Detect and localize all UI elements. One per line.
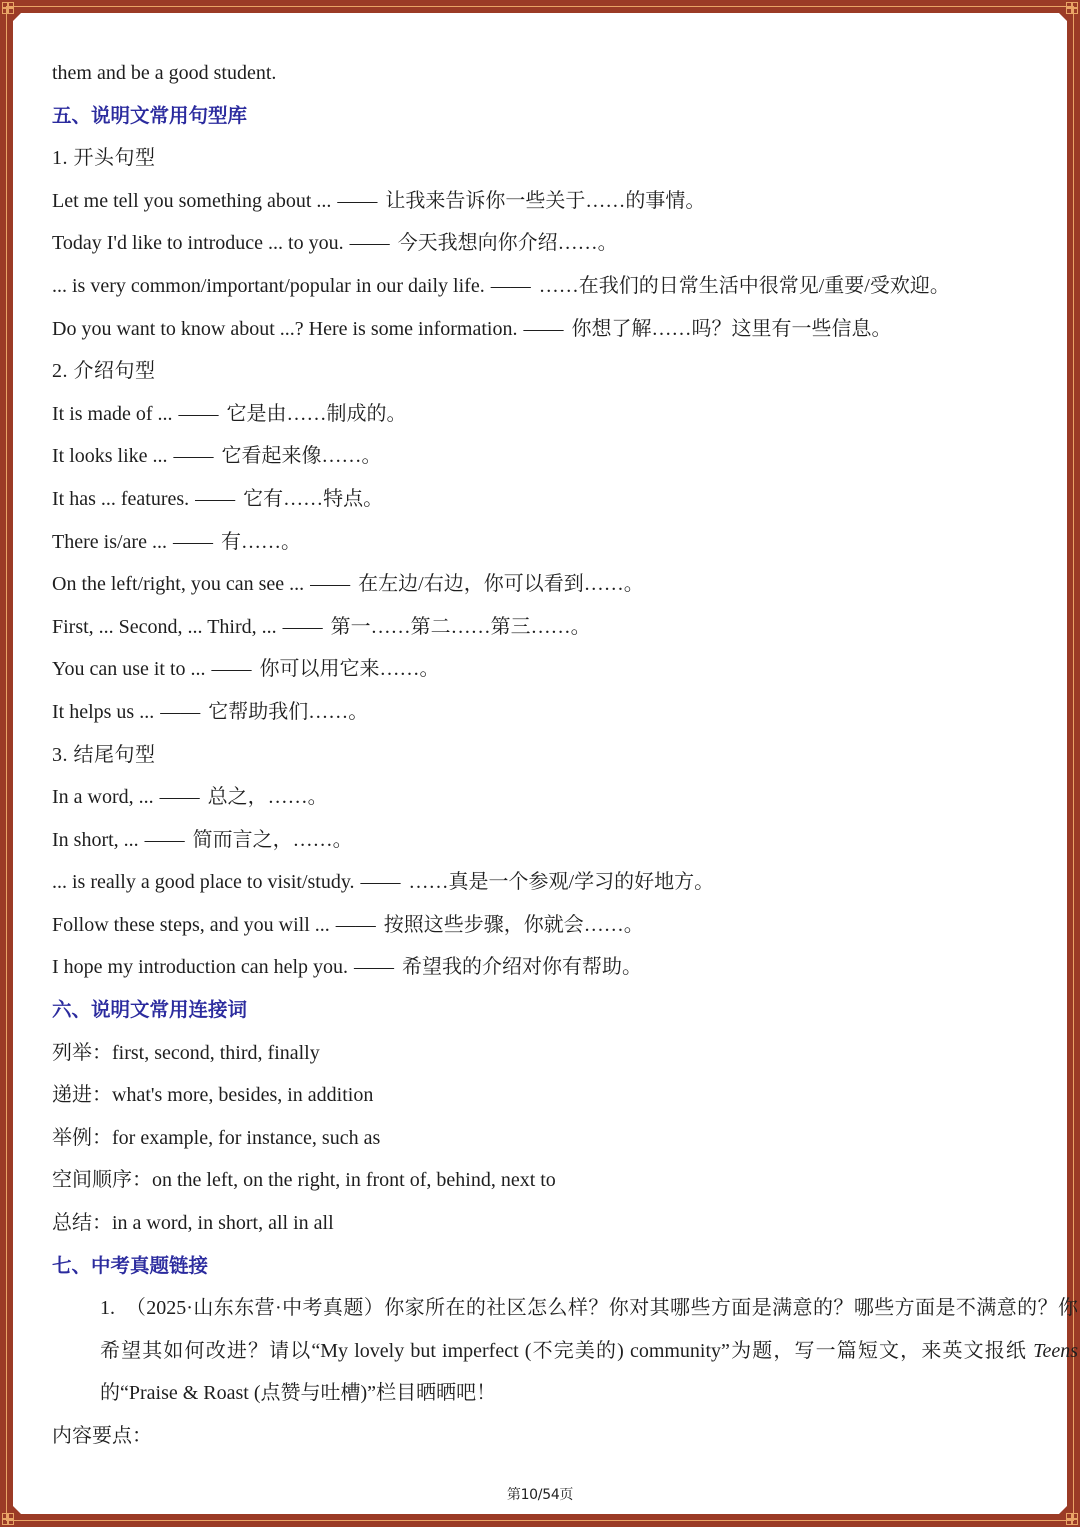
pattern-en: It has ... features. [52, 487, 190, 510]
dash: —— [310, 573, 351, 596]
question-source: （2025·山东东营·中考真题） [125, 1297, 385, 1320]
connector-label: 列举： [52, 1041, 112, 1064]
sentence-pattern [52, 308, 1028, 351]
sentence-pattern [52, 435, 1028, 478]
pattern-en: Let me tell you something about ... [52, 189, 332, 212]
pattern-zh: 它有……特点。 [243, 487, 384, 510]
dash: —— [178, 402, 219, 425]
dash: —— [160, 700, 201, 723]
pattern-zh: 今天我想向你介绍……。 [397, 232, 618, 255]
page-number: 第10/54页 [506, 1487, 574, 1503]
question-number: 1. [100, 1297, 115, 1320]
sentence-pattern [52, 478, 1028, 521]
pattern-zh: 它是由……制成的。 [226, 402, 407, 425]
pattern-en: ... is really a good place to visit/study. [52, 871, 355, 894]
pattern-zh: 按照这些步骤，你就会……。 [383, 913, 644, 936]
pattern-zh: 简而言之，……。 [192, 828, 353, 851]
connector-words: in a word, in short, all in all [112, 1212, 334, 1235]
corner-ornament-icon [2, 1513, 14, 1525]
corner-ornament-icon [1066, 2, 1078, 14]
sentence-pattern [52, 946, 1028, 989]
dash: —— [282, 615, 323, 638]
connector-label: 举例： [52, 1126, 112, 1149]
pattern-en: In a word, ... [52, 786, 154, 809]
sentence-pattern [52, 819, 1028, 862]
dash: —— [159, 786, 200, 809]
question-text: 你家所在的社区怎么样？你对其哪些方面是满意的？哪些方面是不满意的？你希望其如何改进？请以“My lovely but imperfect (不完美的) community”为题，写一篇短文，来英文报纸 [100, 1297, 1078, 1362]
pattern-zh: 有……。 [220, 530, 301, 553]
pattern-en: There is/are ... [52, 530, 167, 553]
corner-ornament-icon [2, 2, 14, 14]
dash: —— [172, 530, 213, 553]
sentence-pattern [52, 180, 1028, 223]
pattern-zh: ……在我们的日常生活中很常见/重要/受欢迎。 [538, 274, 950, 297]
sentence-pattern [52, 265, 1028, 308]
sentence-pattern [52, 691, 1028, 734]
page-content [52, 52, 1078, 1458]
pattern-en: You can use it to ... [52, 658, 206, 681]
sentence-pattern [52, 606, 1028, 649]
dash: —— [337, 189, 378, 212]
pattern-zh: 在左边/右边，你可以看到……。 [358, 573, 644, 596]
pattern-en: It looks like ... [52, 445, 168, 468]
dash: —— [354, 956, 395, 979]
connector-words: what's more, besides, in addition [112, 1084, 374, 1107]
section-heading-6: 六、说明文常用连接词 [52, 998, 248, 1022]
pattern-en: It is made of ... [52, 402, 173, 425]
sentence-pattern [52, 521, 1028, 564]
section-heading-5: 五、说明文常用句型库 [52, 103, 248, 127]
pattern-zh: ……真是一个参观/学习的好地方。 [408, 871, 715, 894]
connector-row [52, 1032, 1028, 1075]
connector-row [52, 1159, 1028, 1202]
pattern-zh: 它看起来像……。 [221, 445, 382, 468]
sentence-pattern [52, 563, 1028, 606]
pattern-en: First, ... Second, ... Third, ... [52, 615, 277, 638]
pattern-en: I hope my introduction can help you. [52, 956, 349, 979]
dash: —— [195, 487, 236, 510]
connector-words: for example, for instance, such as [112, 1126, 381, 1149]
pattern-zh: 希望我的介绍对你有帮助。 [402, 956, 643, 979]
connector-label: 空间顺序： [52, 1169, 152, 1192]
dash: —— [523, 317, 564, 340]
sentence-pattern [52, 648, 1028, 691]
connector-label: 总结： [52, 1212, 112, 1235]
pattern-zh: 你可以用它来……。 [259, 658, 440, 681]
pattern-en: On the left/right, you can see ... [52, 573, 305, 596]
dash: —— [349, 232, 390, 255]
pattern-zh: 你想了解……吗？这里有一些信息。 [571, 317, 892, 340]
connector-words: on the left, on the right, in front of, behind, next to [152, 1169, 556, 1192]
sentence-pattern [52, 222, 1028, 265]
pattern-zh: 总之，……。 [207, 786, 328, 809]
pattern-en: It helps us ... [52, 700, 155, 723]
subsection-title-introduction: 2. 介绍句型 [52, 360, 156, 383]
connector-row [52, 1202, 1028, 1245]
pattern-en: ... is very common/important/popular in our daily life. [52, 274, 485, 297]
dash: —— [490, 274, 531, 297]
subsection-title-ending: 3. 结尾句型 [52, 743, 156, 766]
connector-label: 递进： [52, 1084, 112, 1107]
subsection-title-opening: 1. 开头句型 [52, 147, 156, 170]
sentence-pattern [52, 904, 1028, 947]
pattern-en: Do you want to know about ...? Here is some information. [52, 317, 518, 340]
corner-ornament-icon [1066, 1513, 1078, 1525]
content-points-label: 内容要点： [52, 1425, 152, 1447]
exam-question [52, 1287, 1078, 1415]
dash: —— [211, 658, 252, 681]
dash: —— [335, 913, 376, 936]
pattern-zh: 让我来告诉你一些关于……的事情。 [385, 189, 706, 212]
pattern-zh: 第一……第二……第三……。 [330, 615, 591, 638]
dash: —— [360, 871, 401, 894]
newspaper-name: Teens [1033, 1339, 1078, 1362]
section-heading-7: 七、中考真题链接 [52, 1253, 209, 1277]
pattern-en: Today I'd like to introduce ... to you. [52, 232, 344, 255]
sentence-pattern [52, 776, 1028, 819]
dash: —— [173, 445, 214, 468]
continuation-text: them and be a good student. [52, 62, 277, 84]
question-text-end: 的“Praise & Roast (点赞与吐槽)”栏目晒晒吧！ [100, 1382, 497, 1405]
connector-row [52, 1074, 1028, 1117]
pattern-zh: 它帮助我们……。 [208, 700, 369, 723]
sentence-pattern [52, 861, 1028, 904]
connector-words: first, second, third, finally [112, 1041, 320, 1064]
pattern-en: In short, ... [52, 828, 139, 851]
connector-row [52, 1117, 1028, 1160]
dash: —— [144, 828, 185, 851]
sentence-pattern [52, 393, 1028, 436]
pattern-en: Follow these steps, and you will ... [52, 913, 330, 936]
